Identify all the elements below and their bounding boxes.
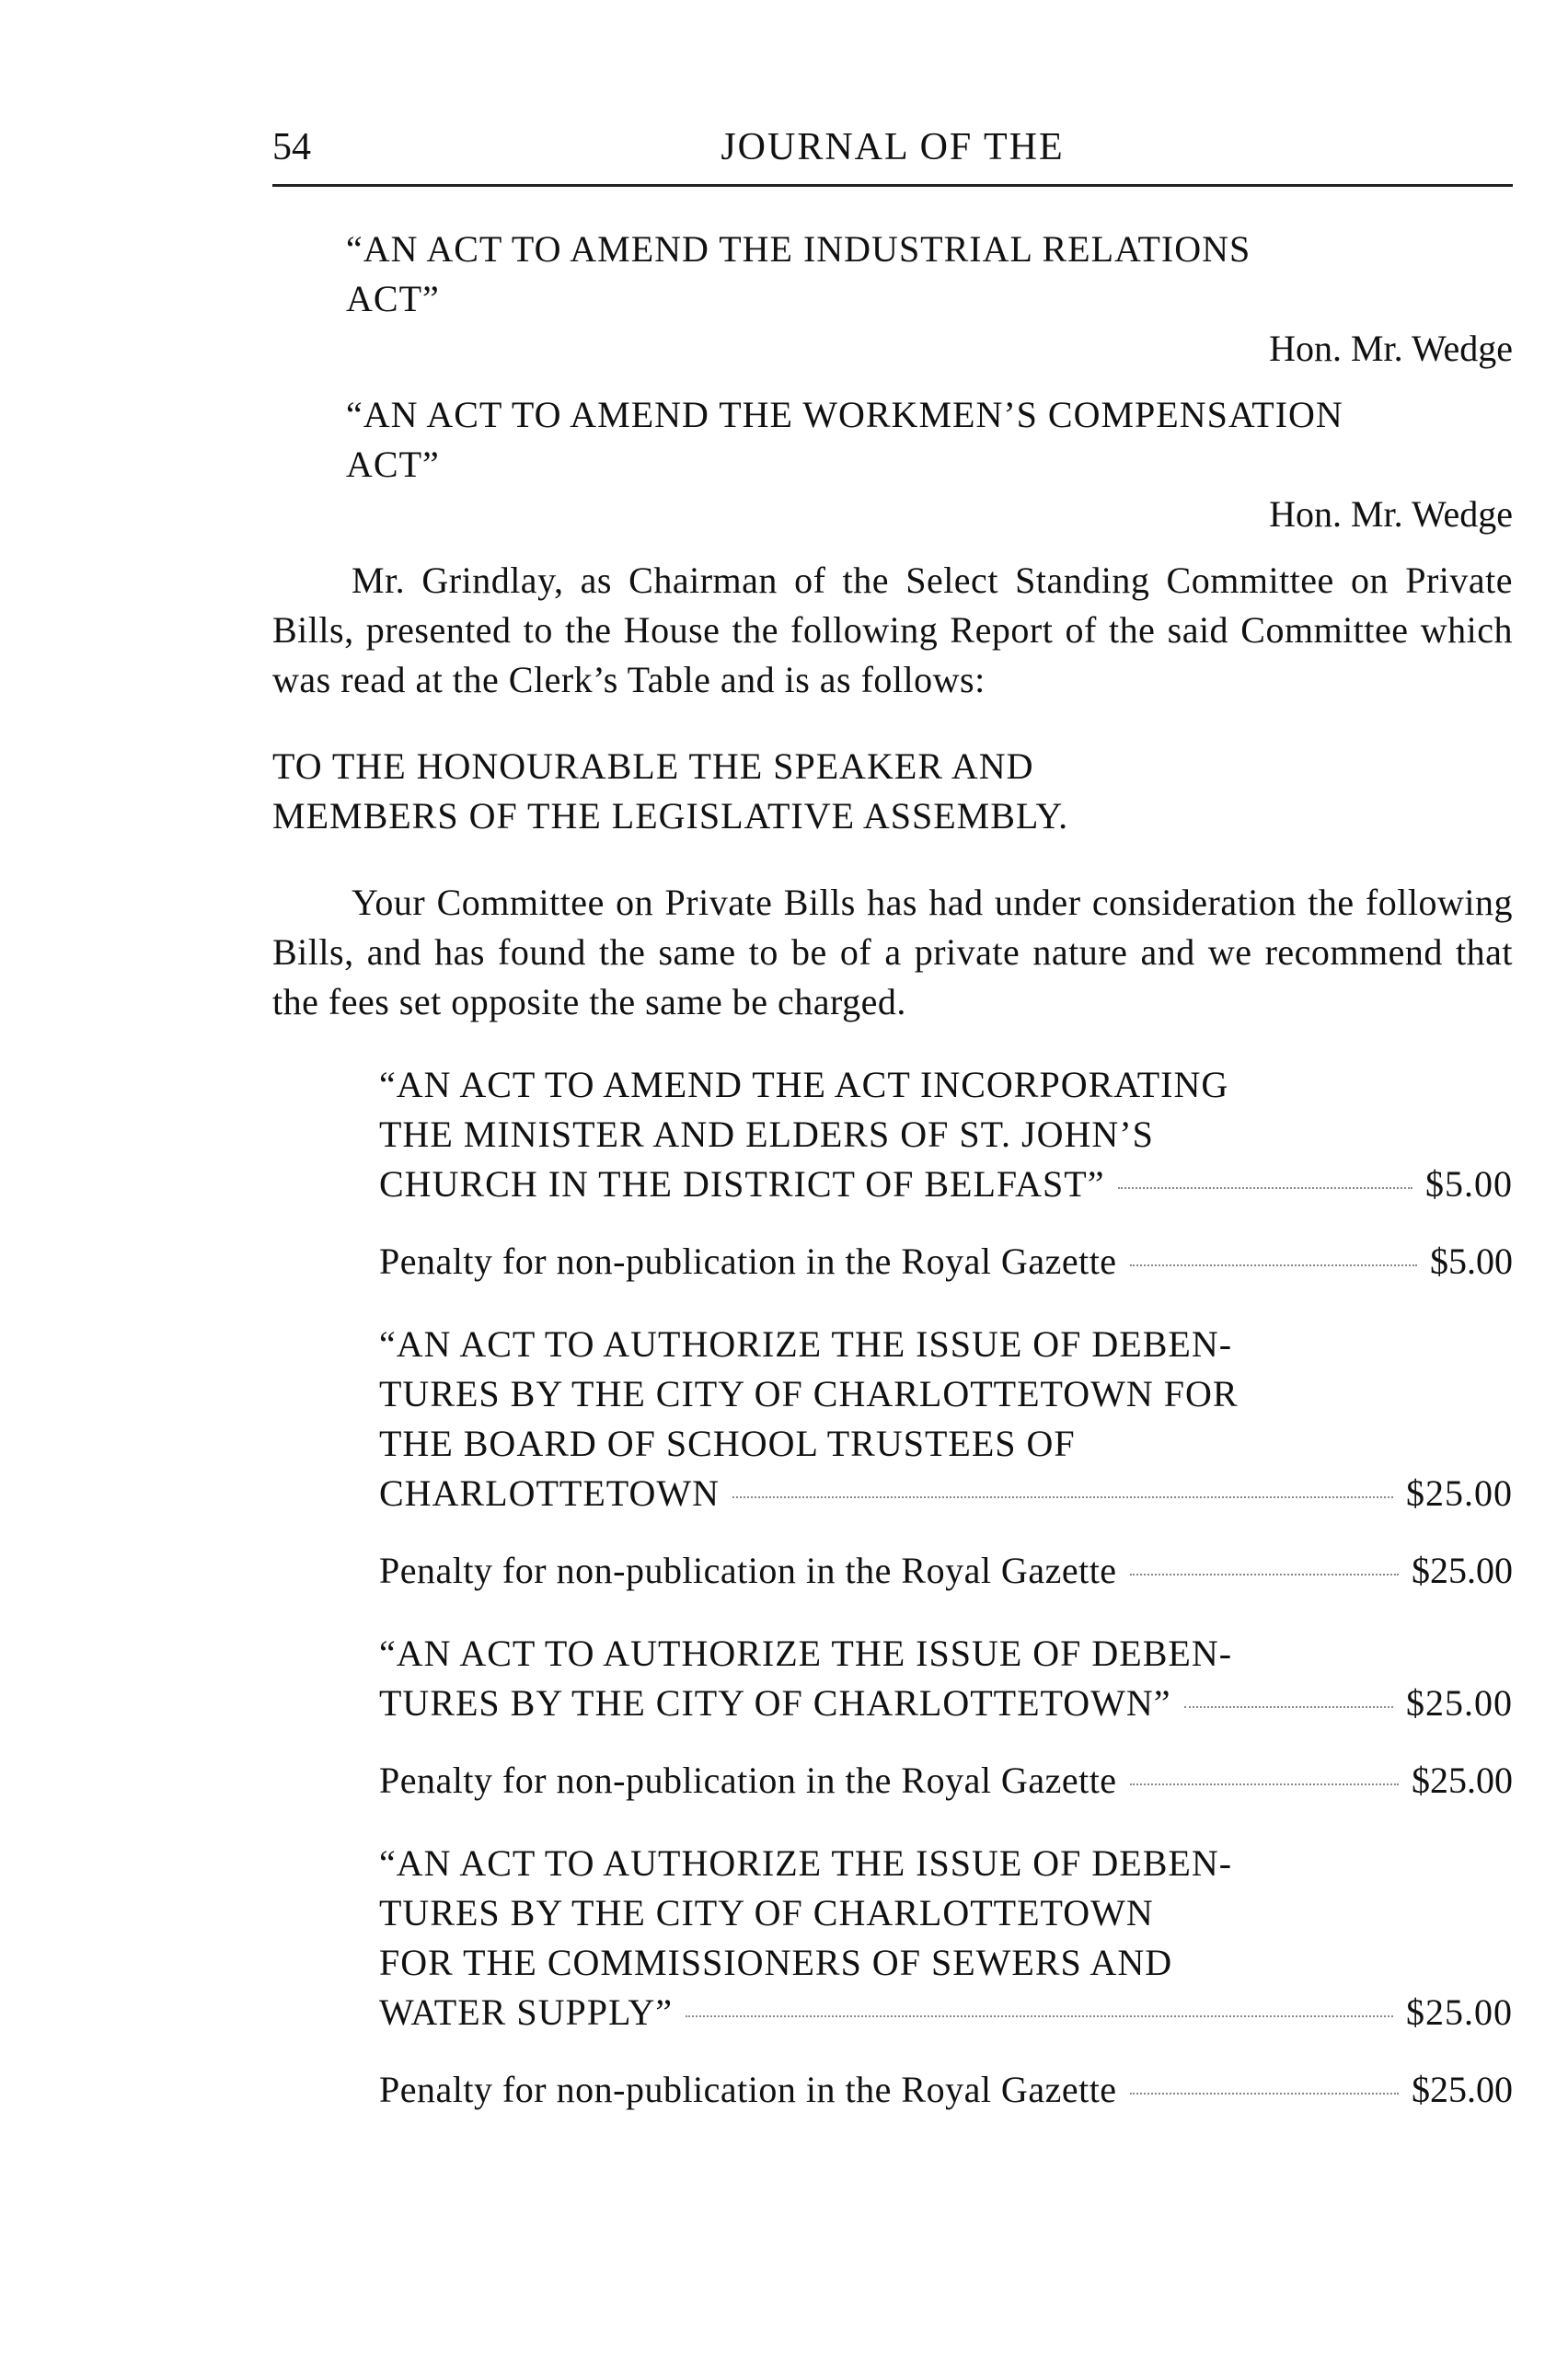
bill-title-line: “AN ACT TO AMEND THE WORKMEN’S COMPENSATION: [346, 394, 1343, 435]
address-line: MEMBERS OF THE LEGISLATIVE ASSEMBLY.: [272, 795, 1069, 837]
bill-entry: [272, 390, 1513, 539]
bill-title-line: “AN ACT TO AMEND THE INDUSTRIAL RELATIONS: [346, 228, 1251, 270]
private-bill-fee: $25.00: [1406, 1682, 1513, 1724]
private-bill-title-line: TURES BY THE CITY OF CHARLOTTETOWN FOR: [379, 1373, 1239, 1414]
private-bill-title-line: FOR THE COMMISSIONERS OF SEWERS AND: [379, 1942, 1173, 1983]
private-bill-fee: $25.00: [1406, 1472, 1513, 1514]
private-bill-fee-line: [379, 1988, 1513, 2037]
page-number: 54: [272, 126, 311, 168]
private-bill-title-line: TURES BY THE CITY OF CHARLOTTETOWN: [379, 1892, 1154, 1933]
dot-leader: [686, 2015, 1393, 2017]
private-bill-entry: [379, 1839, 1513, 2037]
address-line: TO THE HONOURABLE THE SPEAKER AND: [272, 745, 1034, 787]
page-body: [272, 225, 1513, 2115]
private-bill-entry: [379, 1060, 1513, 1209]
private-bill-fee-line: [379, 1679, 1513, 1728]
penalty-fee: $25.00: [1412, 1760, 1513, 1801]
header-rule: [272, 184, 1513, 187]
report-address: [272, 742, 1513, 841]
private-bill-title-line: CHARLOTTETOWN: [379, 1472, 720, 1514]
bill-title-line: ACT”: [346, 444, 440, 485]
private-bill-title-line: THE BOARD OF SCHOOL TRUSTEES OF: [379, 1423, 1076, 1464]
private-bill-entry: [379, 1629, 1513, 1728]
penalty-line: [379, 1546, 1513, 1596]
private-bill-title-line: WATER SUPPLY”: [379, 1991, 674, 2033]
report-paragraph: Your Committee on Private Bills has had under consideration the following Bills, and has found the same to be of a private nature and we recommend that the fees set opposite the same be charged.: [272, 882, 1513, 1022]
penalty-text: Penalty for non-publication in the Royal Gazette: [379, 1760, 1117, 1801]
dot-leader: [1130, 1264, 1417, 1266]
penalty-text: Penalty for non-publication in the Royal Gazette: [379, 2069, 1117, 2110]
private-bill-fee: $5.00: [1425, 1163, 1513, 1205]
dot-leader: [1130, 2093, 1399, 2095]
dot-leader: [732, 1496, 1393, 1498]
running-head: JOURNAL OF THE: [721, 126, 1065, 168]
penalty-text: Penalty for non-publication in the Royal Gazette: [379, 1241, 1117, 1282]
private-bill-title-line: “AN ACT TO AUTHORIZE THE ISSUE OF DEBEN-: [379, 1842, 1233, 1884]
intro-paragraph: Mr. Grindlay, as Chairman of the Select Standing Committee on Private Bills, presented to the House the following Report of the said Committee which was read at the Clerk’s Table and is as follows:: [272, 560, 1513, 700]
private-bill-title-line: TURES BY THE CITY OF CHARLOTTETOWN”: [379, 1682, 1171, 1724]
dot-leader: [1184, 1706, 1393, 1708]
penalty-text: Penalty for non-publication in the Royal Gazette: [379, 1550, 1117, 1591]
penalty-fee: $5.00: [1430, 1241, 1513, 1282]
bill-entry: [272, 225, 1513, 374]
private-bill-fee-line: [379, 1160, 1513, 1209]
private-bill-title-line: “AN ACT TO AUTHORIZE THE ISSUE OF DEBEN-: [379, 1323, 1233, 1365]
dot-leader: [1118, 1187, 1413, 1189]
private-bill-title-line: CHURCH IN THE DISTRICT OF BELFAST”: [379, 1163, 1105, 1205]
bill-sponsor: Hon. Mr. Wedge: [1269, 328, 1513, 369]
dot-leader: [1130, 1574, 1399, 1575]
private-bill-fee: $25.00: [1406, 1991, 1513, 2033]
penalty-line: [379, 2065, 1513, 2115]
private-bill-title-line: “AN ACT TO AMEND THE ACT INCORPORATING: [379, 1064, 1229, 1105]
bill-sponsor: Hon. Mr. Wedge: [1269, 493, 1513, 535]
private-bill-title-line: THE MINISTER AND ELDERS OF ST. JOHN’S: [379, 1114, 1154, 1155]
private-bill-fee-line: [379, 1469, 1513, 1518]
private-bill-title-line: “AN ACT TO AUTHORIZE THE ISSUE OF DEBEN-: [379, 1633, 1233, 1674]
dot-leader: [1130, 1783, 1399, 1785]
penalty-fee: $25.00: [1412, 1550, 1513, 1591]
penalty-fee: $25.00: [1412, 2069, 1513, 2110]
bill-title-line: ACT”: [346, 278, 440, 319]
penalty-line: [379, 1237, 1513, 1287]
private-bill-entry: [379, 1320, 1513, 1518]
page-header: [272, 118, 1513, 182]
penalty-line: [379, 1756, 1513, 1806]
